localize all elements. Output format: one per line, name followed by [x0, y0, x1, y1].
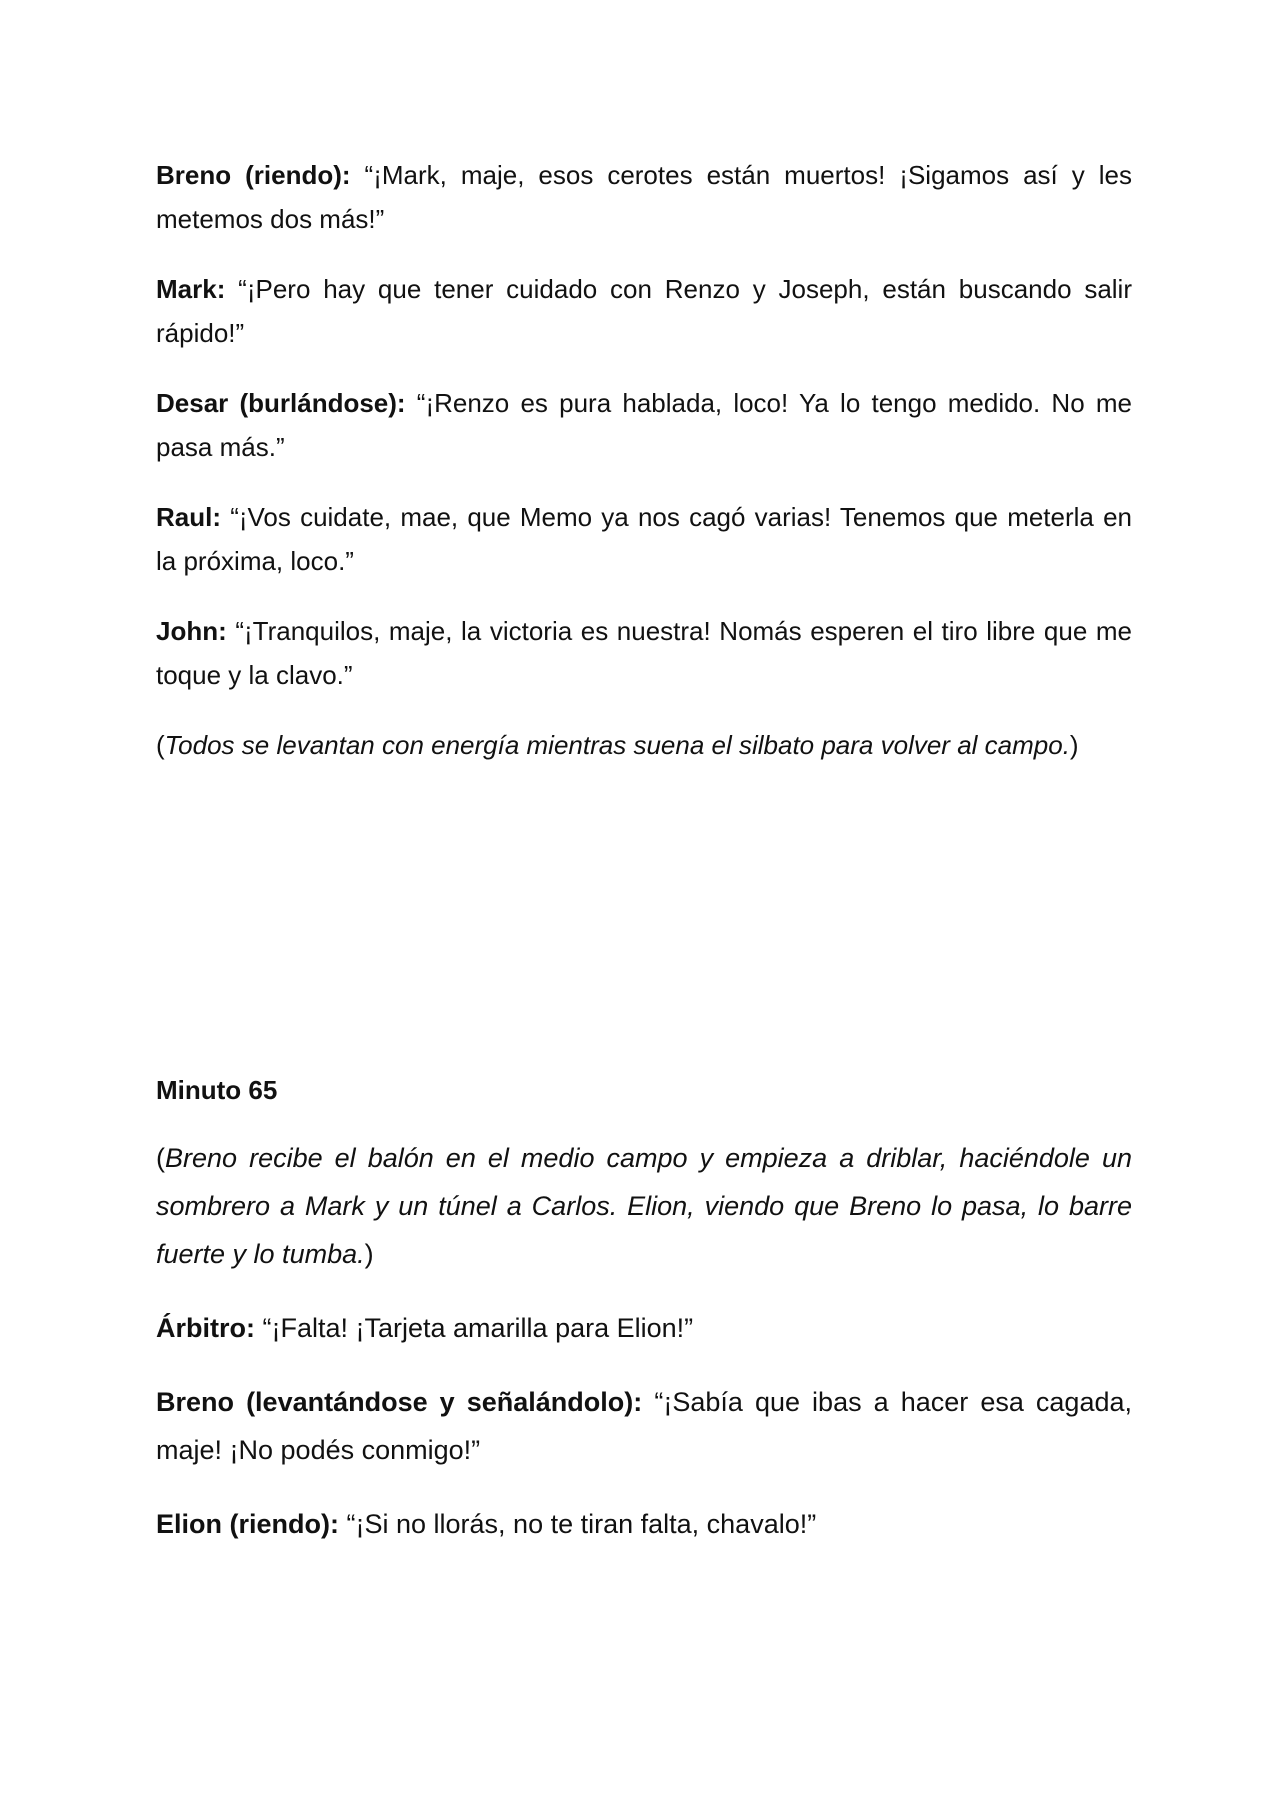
stage-direction-text: Breno recibe el balón en el medio campo y empieza a driblar, haciéndole un sombrero a Mark y un túnel a Carlos. Elion, viendo que Breno lo pasa, lo barre fuerte y lo tumba. [156, 1143, 1132, 1269]
dialogue-section-1 [156, 153, 1132, 793]
stage-direction: (Breno recibe el balón en el medio campo y empieza a driblar, haciéndole un sombrero a Mark y un túnel a Carlos. Elion, viendo que Breno lo pasa, lo barre fuerte y lo tumba.) [156, 1143, 1132, 1269]
dialogue-text: “¡Renzo es pura hablada, loco! Ya lo tengo medido. No me pasa más.” [156, 388, 1132, 462]
speaker-label: Desar (burlándose): [156, 388, 406, 418]
section-heading: Minuto 65 [156, 1075, 278, 1105]
dialogue-text: “¡Sabía que ibas a hacer esa cagada, maje! ¡No podés conmigo!” [156, 1387, 1132, 1465]
dialogue-text: “¡Vos cuidate, mae, que Memo ya nos cagó varias! Tenemos que meterla en la próxima, loco.” [156, 502, 1132, 576]
dialogue-line [156, 381, 1132, 469]
speaker-label: Raul: [156, 502, 221, 532]
dialogue-line [156, 609, 1132, 697]
speaker-label: Árbitro: [156, 1313, 255, 1343]
speaker-label: Mark: [156, 274, 226, 304]
speaker-label: Breno (riendo): [156, 160, 351, 190]
dialogue-text: “¡Pero hay que tener cuidado con Renzo y Joseph, están buscando salir rápido!” [156, 274, 1132, 348]
speaker-label: John: [156, 616, 227, 646]
dialogue-line [156, 1500, 1132, 1548]
dialogue-line [156, 153, 1132, 241]
dialogue-text: “¡Mark, maje, esos cerotes están muertos! ¡Sigamos así y les metemos dos más!” [156, 160, 1132, 234]
dialogue-section-2 [156, 1068, 1132, 1574]
dialogue-text: “¡Tranquilos, maje, la victoria es nuestra! Nomás esperen el tiro libre que me toque y la clavo.” [156, 616, 1132, 690]
speaker-label: Breno (levantándose y señalándolo): [156, 1387, 643, 1417]
dialogue-line [156, 267, 1132, 355]
stage-direction-text: Todos se levantan con energía mientras suena el silbato para volver al campo. [164, 730, 1070, 760]
dialogue-text: “¡Falta! ¡Tarjeta amarilla para Elion!” [262, 1313, 694, 1343]
dialogue-line [156, 495, 1132, 583]
dialogue-line [156, 1378, 1132, 1474]
speaker-label: Elion (riendo): [156, 1509, 339, 1539]
stage-direction: (Todos se levantan con energía mientras suena el silbato para volver al campo.) [156, 730, 1079, 760]
dialogue-line [156, 1304, 1132, 1352]
dialogue-text: “¡Si no llorás, no te tiran falta, chavalo!” [346, 1509, 817, 1539]
